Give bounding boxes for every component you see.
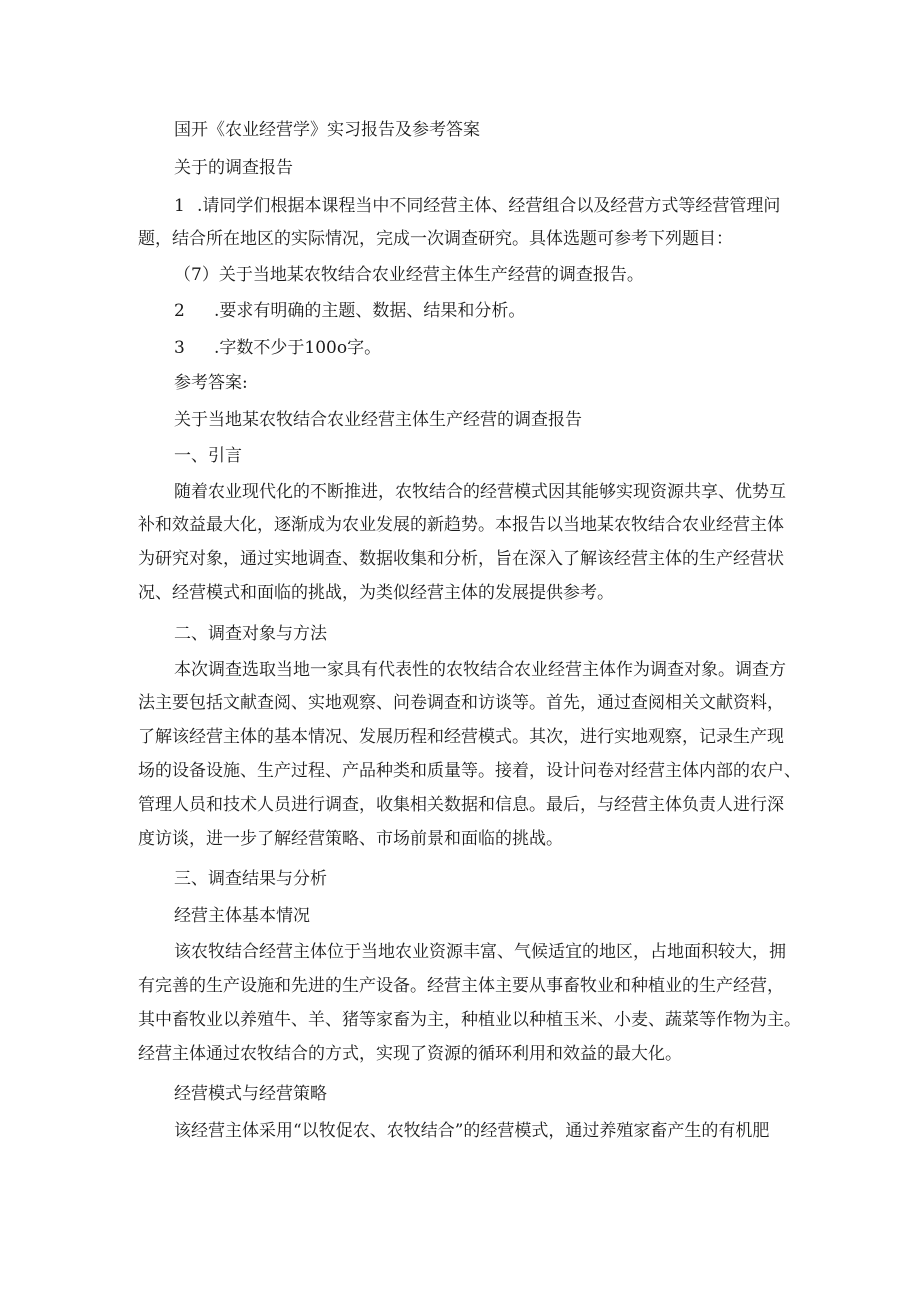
- paragraph-text: 其中畜牧业以养殖牛、羊、猪等家畜为主，种植业以种植玉米、小麦、蔬菜等作物为主。: [138, 1010, 801, 1030]
- question-1-number: 1: [174, 196, 185, 216]
- paragraph-text: 本次调查选取当地一家具有代表性的农牧结合农业经营主体作为调查对象。调查方: [174, 660, 786, 680]
- question-1-option-text: （7）关于当地某农牧结合农业经营主体生产经营的调查报告。: [174, 265, 644, 285]
- answer-heading-text: 参考答案:: [174, 373, 248, 393]
- subsection-2-heading-text: 经营模式与经营策略: [174, 1084, 327, 1104]
- subsection-1-heading-text: 经营主体基本情况: [174, 906, 310, 926]
- question-1-text-line-2: 题，结合所在地区的实际情况，完成一次调查研究。具体选题可参考下列题目：: [138, 229, 733, 249]
- section-2-heading-text: 二、调查对象与方法: [174, 624, 327, 644]
- report-title-text: 关于当地某农牧结合农业经营主体生产经营的调查报告: [174, 410, 582, 430]
- question-2-text: .要求有明确的主题、数据、结果和分析。: [214, 301, 526, 321]
- paragraph-text: 该农牧结合经营主体位于当地农业资源丰富、气候适宜的地区，占地面积较大，拥: [174, 942, 786, 962]
- paragraph-text: 度访谈，进一步了解经营策略、市场前景和面临的挑战。: [138, 829, 563, 849]
- paragraph-text: 了解该经营主体的基本情况、发展历程和经营模式。其次，进行实地观察，记录生产现: [138, 727, 784, 747]
- paragraph-text: 况、经营模式和面临的挑战，为类似经营主体的发展提供参考。: [138, 583, 614, 603]
- paragraph-text: 有完善的生产设施和先进的生产设备。经营主体主要从事畜牧业和种植业的生产经营，: [138, 976, 784, 996]
- section-3-heading-text: 三、调查结果与分析: [174, 869, 327, 889]
- document-title-text: 国开《农业经营学》实习报告及参考答案: [174, 120, 480, 140]
- question-1-text-line-1: .请同学们根据本课程当中不同经营主体、经营组合以及经营方式等经营管理问: [197, 196, 781, 216]
- paragraph-text: 该经营主体采用“以牧促农、农牧结合”的经营模式，通过养殖家畜产生的有机肥: [174, 1121, 770, 1141]
- paragraph-text: 管理人员和技术人员进行调查，收集相关数据和信息。最后，与经营主体负责人进行深: [138, 795, 784, 815]
- paragraph-text: 法主要包括文献查阅、实地观察、问卷调查和访谈等。首先，通过查阅相关文献资料，: [138, 693, 784, 713]
- paragraph-text: 经营主体通过农牧结合的方式，实现了资源的循环利用和效益的最大化。: [138, 1044, 682, 1064]
- paragraph-text: 场的设备设施、生产过程、产品种类和质量等。接着，设计问卷对经营主体内部的农户、: [138, 761, 801, 781]
- paragraph-text: 为研究对象，通过实地调查、数据收集和分析，旨在深入了解该经营主体的生产经营状: [138, 549, 784, 569]
- question-2-number: 2: [174, 301, 185, 321]
- document-subtitle-text: 关于的调查报告: [174, 158, 293, 178]
- paragraph-text: 补和效益最大化，逐渐成为农业发展的新趋势。本报告以当地某农牧结合农业经营主体: [138, 515, 784, 535]
- question-3-number: 3: [174, 338, 185, 358]
- question-3-text: .字数不少于100o字。: [214, 338, 382, 358]
- paragraph-text: 随着农业现代化的不断推进，农牧结合的经营模式因其能够实现资源共享、优势互: [174, 482, 786, 502]
- section-1-heading-text: 一、引言: [174, 446, 242, 466]
